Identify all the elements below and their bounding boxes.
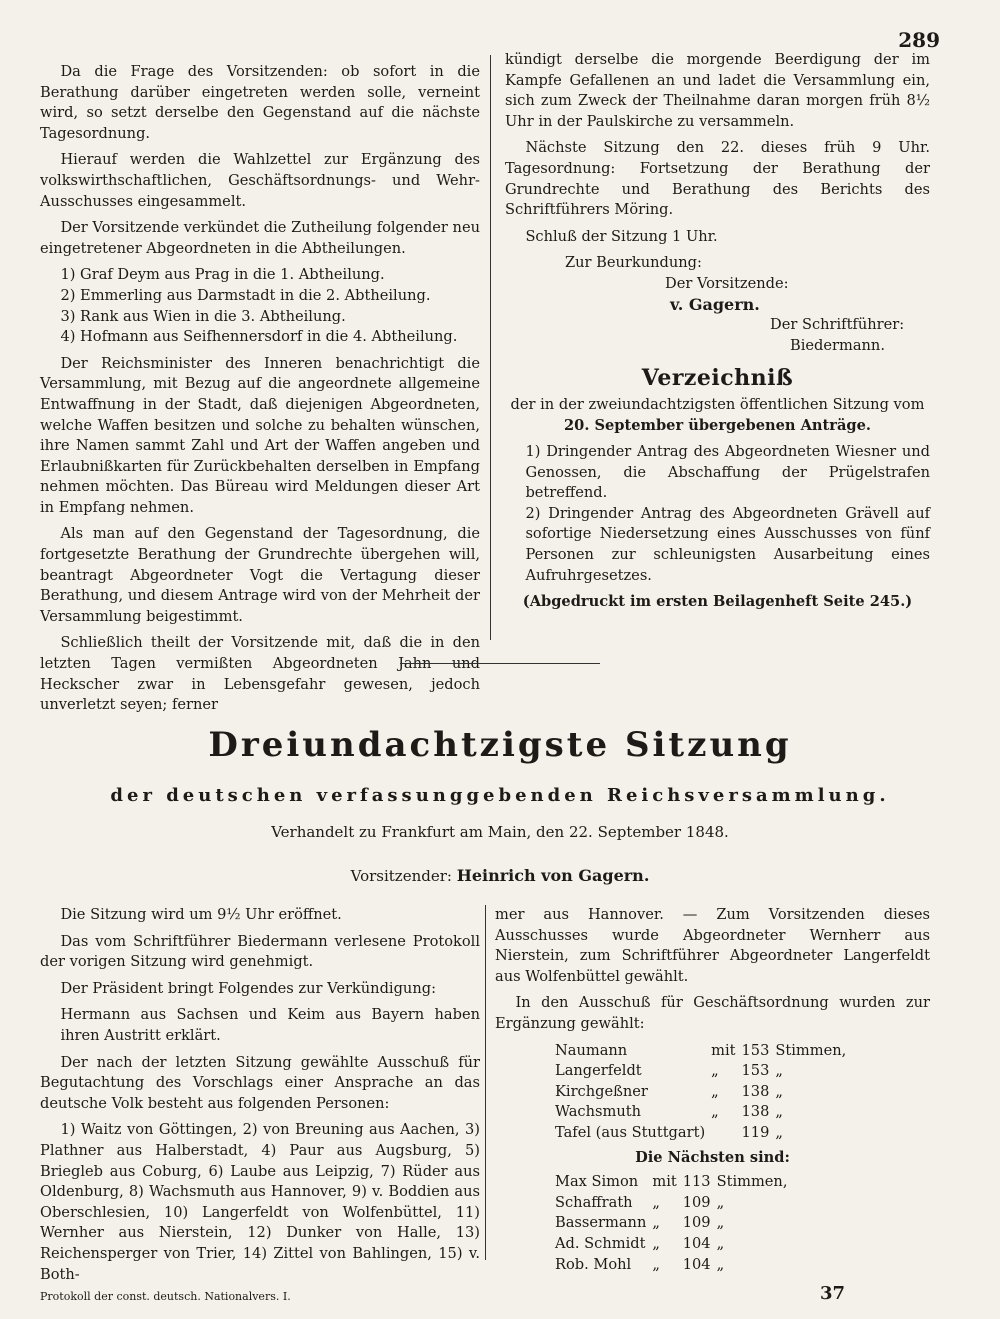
motions-subheading: der in der zweiundachtzigsten öffentlichen Sitzung vom <box>510 395 925 413</box>
chair-line <box>0 866 1000 885</box>
lower-left-column <box>40 905 480 1291</box>
vote-unit: „ <box>716 1193 725 1211</box>
candidate-name: Langerfeldt <box>555 1062 642 1080</box>
list-item: 3) Rank aus Wien in die 3. Abtheilung. <box>60 307 346 325</box>
printed-reference: (Abgedruckt im ersten Beilagenheft Seite 245.) <box>522 593 913 611</box>
candidate-name: Tafel (aus Stuttgart) <box>555 1123 706 1141</box>
elected-table <box>555 1041 852 1144</box>
vote-count: 138 <box>741 1103 770 1121</box>
paragraph: Da die Frage des Vorsitzenden: ob sofort in die Berathung darüber eingetreten werden solle, verneint wird, so setzt derselbe den Gegenstand auf die nächste Tagesordnung. <box>40 63 480 142</box>
paragraph: Der Reichsminister des Inneren benachrichtigt die Versammlung, mit Bezug auf die angeordnete allgemeine Entwaffnung in der Stadt, daß diejenigen Abgeordneten, welche Waffen besitzen und solche zu behalten wünschen, ihre Namen sammt Zahl und Art der Waffen angeben und Erlaubnißkarten für Zurückbehalten derselben in Empfang nehmen möchten. Das Büreau wird Meldungen dieser Art in Empfang nehmen. <box>40 354 480 516</box>
footer-signature: Protokoll der const. deutsch. Nationalvers. I. <box>40 1290 291 1303</box>
table-row <box>555 1255 793 1276</box>
paragraph: Der Vorsitzende verkündet die Zutheilung folgender neu eingetretener Abgeordneten in die Abtheilungen. <box>40 219 480 257</box>
vote-unit: „ <box>716 1214 725 1232</box>
column-divider <box>490 55 491 640</box>
vote-unit: „ <box>716 1234 725 1252</box>
paragraph: In den Ausschuß für Geschäftsordnung wurden zur Ergänzung gewählt: <box>495 994 930 1032</box>
list-item: 2) Dringender Antrag des Abgeordneten Grävell auf sofortige Niedersetzung eines Ausschusses von fünf Personen zur schleunigsten Ausarbeitung eines Aufruhrgesetzes. <box>525 504 930 584</box>
paragraph: Schließlich theilt der Vorsitzende mit, daß die in den letzten Tagen vermißten Abgeordneten Jahn und Heckscher zwar in Lebensgefahr gewesen, jedoch unverletzt seyen; ferner <box>40 634 480 714</box>
paragraph: Der Präsident bringt Folgendes zur Verkündigung: <box>60 979 436 997</box>
secretary-signature: Biedermann. <box>790 336 885 354</box>
vote-count: 109 <box>682 1214 711 1232</box>
candidate-name: Kirchgeßner <box>555 1082 648 1100</box>
candidate-name: Wachsmuth <box>555 1103 641 1121</box>
paragraph: Als man auf den Gegenstand der Tagesordnung, die fortgesetzte Berathung der Grundrechte übergehen will, beantragt Abgeordneter Vogt die Vertagung dieser Berathung, und diesem Antrage wird von der Mehrheit der Versammlung beigestimmt. <box>40 525 480 625</box>
table-row <box>555 1041 852 1062</box>
paragraph: Das vom Schriftführer Biedermann verlesene Protokoll der vorigen Sitzung wird genehmigt. <box>40 932 480 971</box>
motions-subheading-date: 20. September übergebenen Anträge. <box>564 416 871 434</box>
chair-line-name: Heinrich von Gagern. <box>456 866 650 885</box>
certification-label: Zur Beurkundung: <box>565 254 702 272</box>
vote-sep: „ <box>652 1255 660 1273</box>
table-row <box>555 1193 793 1214</box>
list-item: 1) Graf Deym aus Prag in die 1. Abtheilung. <box>60 266 385 284</box>
table-row <box>555 1123 852 1144</box>
paragraph: Hermann aus Sachsen und Keim aus Bayern haben ihren Austritt erklärt. <box>60 1006 480 1044</box>
upper-left-column <box>40 62 480 722</box>
paragraph: Schluß der Sitzung 1 Uhr. <box>525 227 718 245</box>
motions-list <box>505 442 930 586</box>
place-date: Verhandelt zu Frankfurt am Main, den 22. September 1848. <box>271 823 729 841</box>
vote-count: 113 <box>682 1173 711 1191</box>
candidate-name: Bassermann <box>555 1214 647 1232</box>
vote-count: 153 <box>741 1041 770 1059</box>
table-row <box>555 1172 793 1193</box>
secretary-label: Der Schriftführer: <box>770 316 905 334</box>
candidate-name: Naumann <box>555 1041 628 1059</box>
vote-unit: Stimmen, <box>716 1173 788 1191</box>
vote-unit: „ <box>775 1082 783 1100</box>
vote-count: 153 <box>741 1062 770 1080</box>
list-item: 4) Hofmann aus Seifhennersdorf in die 4. Abtheilung. <box>60 328 458 346</box>
paragraph: kündigt derselbe die morgende Beerdigung der im Kampfe Gefallenen an und ladet die Versammlung ein, sich zum Zweck der Theilnahme daran morgen früh 8½ Uhr in der Paulskirche zu versammeln. <box>505 51 930 130</box>
motions-heading: Verzeichniß <box>641 365 794 392</box>
vote-unit: „ <box>775 1062 783 1080</box>
candidate-name: Max Simon <box>555 1173 639 1191</box>
vote-unit: Stimmen, <box>775 1041 847 1059</box>
page-number: 289 <box>898 28 940 52</box>
table-row <box>555 1213 793 1234</box>
vote-sep: „ <box>652 1193 660 1211</box>
paragraph: Der nach der letzten Sitzung gewählte Ausschuß für Begutachtung des Vorschlags einer Ansprache an das deutsche Volk besteht aus folgenden Personen: <box>40 1053 480 1112</box>
vote-sep: „ <box>652 1214 660 1232</box>
vote-count: 104 <box>682 1234 711 1252</box>
candidate-name: Ad. Schmidt <box>555 1234 646 1252</box>
chair-signature: v. Gagern. <box>670 294 760 314</box>
session-title: Dreiundachtzigste Sitzung <box>208 725 792 765</box>
vote-sep: „ <box>711 1082 719 1100</box>
table-row <box>555 1102 852 1123</box>
vote-sep: „ <box>711 1103 719 1121</box>
list-item: 1) Dringender Antrag des Abgeordneten Wiesner und Genossen, die Abschaffung der Prügelstrafen betreffend. <box>525 443 930 502</box>
paragraph: mer aus Hannover. — Zum Vorsitzenden dieses Ausschusses wurde Abgeordneter Wernherr aus Nierstein, zum Schriftführer Abgeordneter Langerfeldt aus Wolfenbüttel gewählt. <box>495 906 930 985</box>
list-item: 2) Emmerling aus Darmstadt in die 2. Abtheilung. <box>60 286 431 304</box>
vote-count: 104 <box>682 1255 711 1273</box>
vote-unit: „ <box>775 1123 783 1141</box>
column-divider <box>485 905 486 1260</box>
vote-sep: „ <box>652 1234 660 1252</box>
paragraph: Die Sitzung wird um 9½ Uhr eröffnet. <box>60 906 342 923</box>
chair-label: Der Vorsitzende: <box>665 274 789 292</box>
vote-sep <box>711 1123 741 1144</box>
paragraph: Hierauf werden die Wahlzettel zur Ergänzung des volkswirthschaftlichen, Geschäftsordnungs- und Wehr-Ausschusses eingesammelt. <box>40 151 480 210</box>
vote-count: 109 <box>682 1193 711 1211</box>
candidate-name: Schaffrath <box>555 1193 633 1211</box>
vote-sep: mit <box>652 1173 677 1191</box>
session-subtitle: der deutschen verfassunggebenden Reichsversammlung. <box>110 785 890 806</box>
vote-count: 138 <box>741 1082 770 1100</box>
sheet-number: 37 <box>820 1283 846 1304</box>
vote-unit: „ <box>716 1255 725 1273</box>
paragraph: 1) Waitz von Göttingen, 2) von Breuning aus Aachen, 3) Plathner aus Halberstadt, 4) Paur aus Augsburg, 5) Briegleb aus Coburg, 6) Laube aus Leipzig, 7) Rüder aus Oldenburg, 8) Wachsmuth aus Hannover, 9) v. Boddien aus Oberschlesien, 10) Langerfeldt von Wolfenbüttel, 11) Wernher aus Nierstein, 12) Dunker von Halle, 13) Reichensperger von Trier, 14) Zittel von Bahlingen, 15) v. Both- <box>40 1121 480 1283</box>
lower-right-column <box>495 905 930 1275</box>
next-candidates-label: Die Nächsten sind: <box>635 1148 790 1166</box>
table-row <box>555 1061 852 1082</box>
vote-sep: mit <box>711 1041 736 1059</box>
upper-right-column <box>505 50 930 613</box>
vote-count: 119 <box>741 1123 770 1141</box>
next-candidates-table <box>555 1172 793 1275</box>
vote-sep: „ <box>711 1062 719 1080</box>
vote-unit: „ <box>775 1103 783 1121</box>
chair-line-label: Vorsitzender: <box>350 867 452 885</box>
table-row <box>555 1234 793 1255</box>
division-assignment-list <box>40 265 480 347</box>
candidate-name: Rob. Mohl <box>555 1255 632 1273</box>
section-divider <box>400 663 600 664</box>
table-row <box>555 1082 852 1103</box>
paragraph: Nächste Sitzung den 22. dieses früh 9 Uhr. Tagesordnung: Fortsetzung der Berathung der Grundrechte und Berathung des Berichts des Schriftführers Möring. <box>505 139 930 219</box>
